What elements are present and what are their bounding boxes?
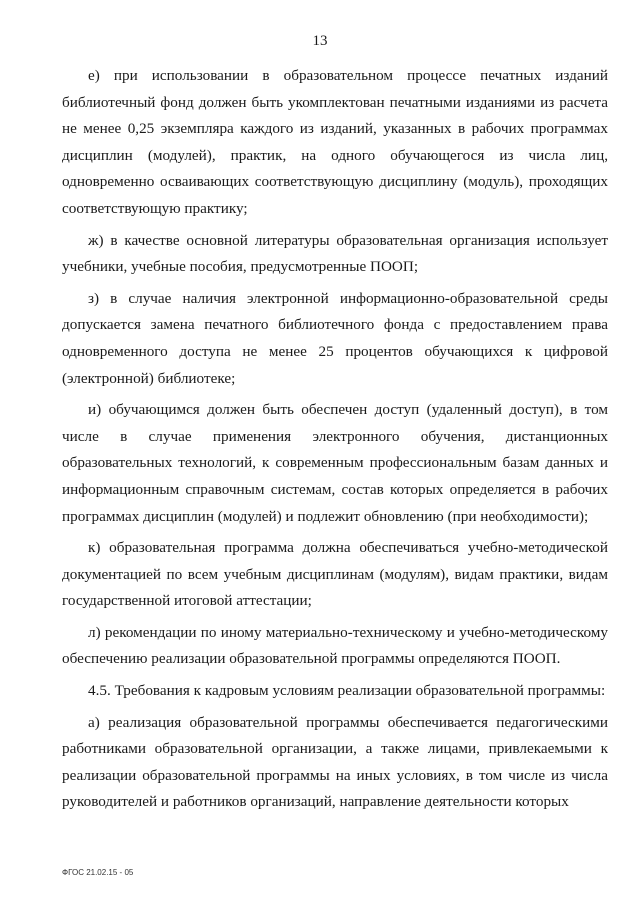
page-number: 13 bbox=[312, 33, 328, 49]
paragraph-k: к) образовательная программа должна обеспечиваться учебно-методической документацией по всем учебным дисциплинам (модулям), видам практики, видам государственной итоговой аттестации; bbox=[62, 539, 608, 610]
paragraph-i: и) обучающимся должен быть обеспечен доступ (удаленный доступ), в том числе в случае применения электронного обучения, дистанционных образовательных технологий, к современным профессиональным базам данных и информационным справочным системам, состав которых определяется в рабочих программах дисциплин (модулей) и подлежит обновлению (при необходимости); bbox=[62, 401, 608, 525]
paragraph-l: л) рекомендации по иному материально-техническому и учебно-методическому обеспечению реализации образовательной программы определяются ПООП. bbox=[62, 623, 608, 668]
section-heading-4-5: 4.5. Требования к кадровым условиям реализации образовательной программы: bbox=[88, 682, 606, 700]
paragraph-a: а) реализация образовательной программы обеспечивается педагогическими работниками образовательной организации, а также лицами, привлекаемыми к реализации образовательной программы на иных условиях, в том числе из числа руководителей и работников организаций, направление деятельности которых bbox=[62, 713, 608, 811]
document-code-footer: ФГОС 21.02.15 - 05 bbox=[62, 868, 134, 877]
paragraph-zh: ж) в качестве основной литературы образовательная организация использует учебники, учебные пособия, предусмотренные ПООП; bbox=[62, 231, 608, 276]
paragraph-e: е) при использовании в образовательном процессе печатных изданий библиотечный фонд должен быть укомплектован печатными изданиями из расчета не менее 0,25 экземпляра каждого из изданий, указанных в рабочих программах дисциплин (модулей), практик, на одного обучающегося из числа лиц, одновременно осваивающих соответствующую дисциплину (модуль), проходящих соответствующую практику; bbox=[62, 67, 608, 217]
paragraph-z: з) в случае наличия электронной информационно-образовательной среды допускается замена печатного библиотечного фонда с предоставлением права одновременного доступа не менее 25 процентов обучающихся к цифровой (электронной) библиотеке; bbox=[62, 289, 608, 387]
document-body bbox=[62, 63, 608, 816]
